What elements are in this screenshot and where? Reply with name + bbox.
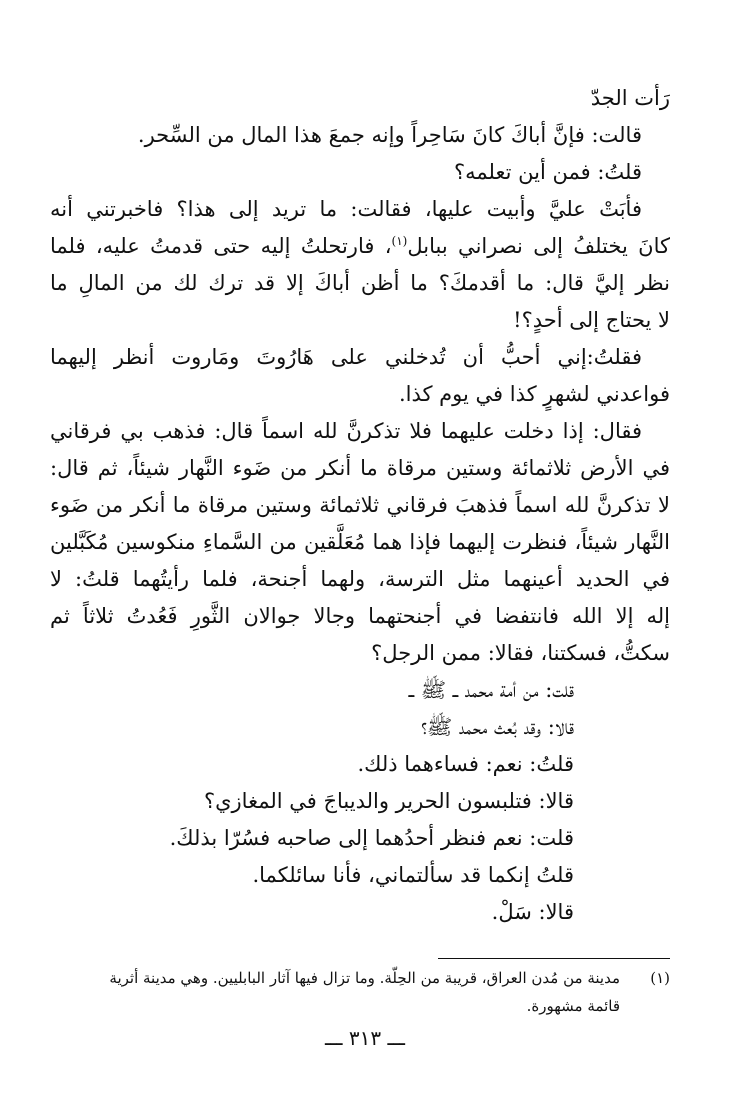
text-line: لا يحتاج إلى أحدٍ؟!: [513, 308, 670, 332]
footnote-divider: [438, 958, 670, 959]
text-line: سكتُّ، فسكتنا، فقالا: ممن الرجل؟: [371, 641, 670, 665]
text-line: فقلتُ:إني أحبُّ أن تُدخلني على هَارُوتَ ومَاروت أنظر إليهما: [50, 345, 642, 369]
dialog-line: قلت: نعم فنظر أحدُهما إلى صاحبه فسُرّا بذلكَ.: [169, 826, 574, 850]
text-line: قلتُ: فمن أين تعلمه؟: [453, 160, 642, 184]
dialog-line: قلتُ: نعم: فساءهما ذلك.: [357, 752, 574, 776]
text-line: نظر إليَّ قال: ما أقدمكَ؟ ما أظن أباكَ إلا قد ترك لك من المالِ ما: [50, 271, 670, 295]
footnote-number: (١): [650, 969, 670, 987]
text-line: رَأت الجدّ: [590, 86, 670, 110]
dialog-line: قالا: وقد بُعث محمد ﷺ؟: [421, 715, 574, 739]
text-line: فواعدني لشهرٍ كذا في يوم كذا.: [398, 382, 670, 406]
dialog-line: قالا: سَلْ.: [491, 900, 574, 924]
footnote-marker[interactable]: (١): [391, 234, 408, 248]
footnote-line: قائمة مشهورة.: [526, 997, 620, 1015]
page-number: ـــ ٣١٣ ـــ: [324, 1026, 406, 1050]
text-line: لا تذكرنَّ لله اسماً فذهبَ فرقاني ثلاثمائة وستين مرقاة ما أنكر من ضَوء: [50, 493, 670, 517]
main-text: [50, 80, 670, 931]
text-line: في الحديد أعينهما مثل الترسة، ولهما أجنحة، فلما رأيتُهما قلتُ: لا: [50, 567, 670, 591]
text-line: في الأرض ثلاثمائة وستين مرقاة ما أنكر من ضَوء النَّهار شيئاً، ثم قال:: [50, 456, 670, 480]
text-line: كانَ يختلفُ إلى نصراني ببابل$^{(١)}$، فارتحلتُ إليه حتى قدمتُ عليه، فلما: [50, 234, 670, 258]
footnote: [50, 964, 670, 1020]
dialog-line: قالا: فتلبسون الحرير والديباجَ في المغازي؟: [203, 789, 574, 813]
dialog-line: قلتُ إنكما قد سألتماني، فأنا سائلكما.: [252, 863, 574, 887]
dialog-line: قلت: من أمة محمد ــ ﷺ ــ: [408, 678, 574, 702]
text-line: فأبَتْ عليَّ وأبيت عليها، فقالت: ما تريد إلى هذا؟ فاخبرتني أنه: [50, 197, 642, 221]
footnote-line: (١)مدينة من مُدن العراق، قريبة من الحِلّة. وما تزال فيها آثار البابليين. وهي مدينة أثرية: [50, 964, 670, 992]
text-line: إله إلا الله فانتفضا في أجنحتهما وجالا جوالان الثَّورِ فَعُدتُ ثلاثاً ثم: [50, 604, 670, 628]
text-line: النَّهار شيئاً، فنظرت إليهما فإذا هما مُعَلَّقين من السَّماءِ منكوسين مُكَبَّلين: [50, 530, 670, 554]
text-line: قالت: فإنَّ أباكَ كانَ سَاحِراً وإنه جمعَ هذا المال من السِّحر.: [137, 123, 642, 147]
text-line: فقال: إذا دخلت عليهما فلا تذكرنَّ لله اسماً قال: فذهب بي فرقاني: [50, 419, 642, 443]
